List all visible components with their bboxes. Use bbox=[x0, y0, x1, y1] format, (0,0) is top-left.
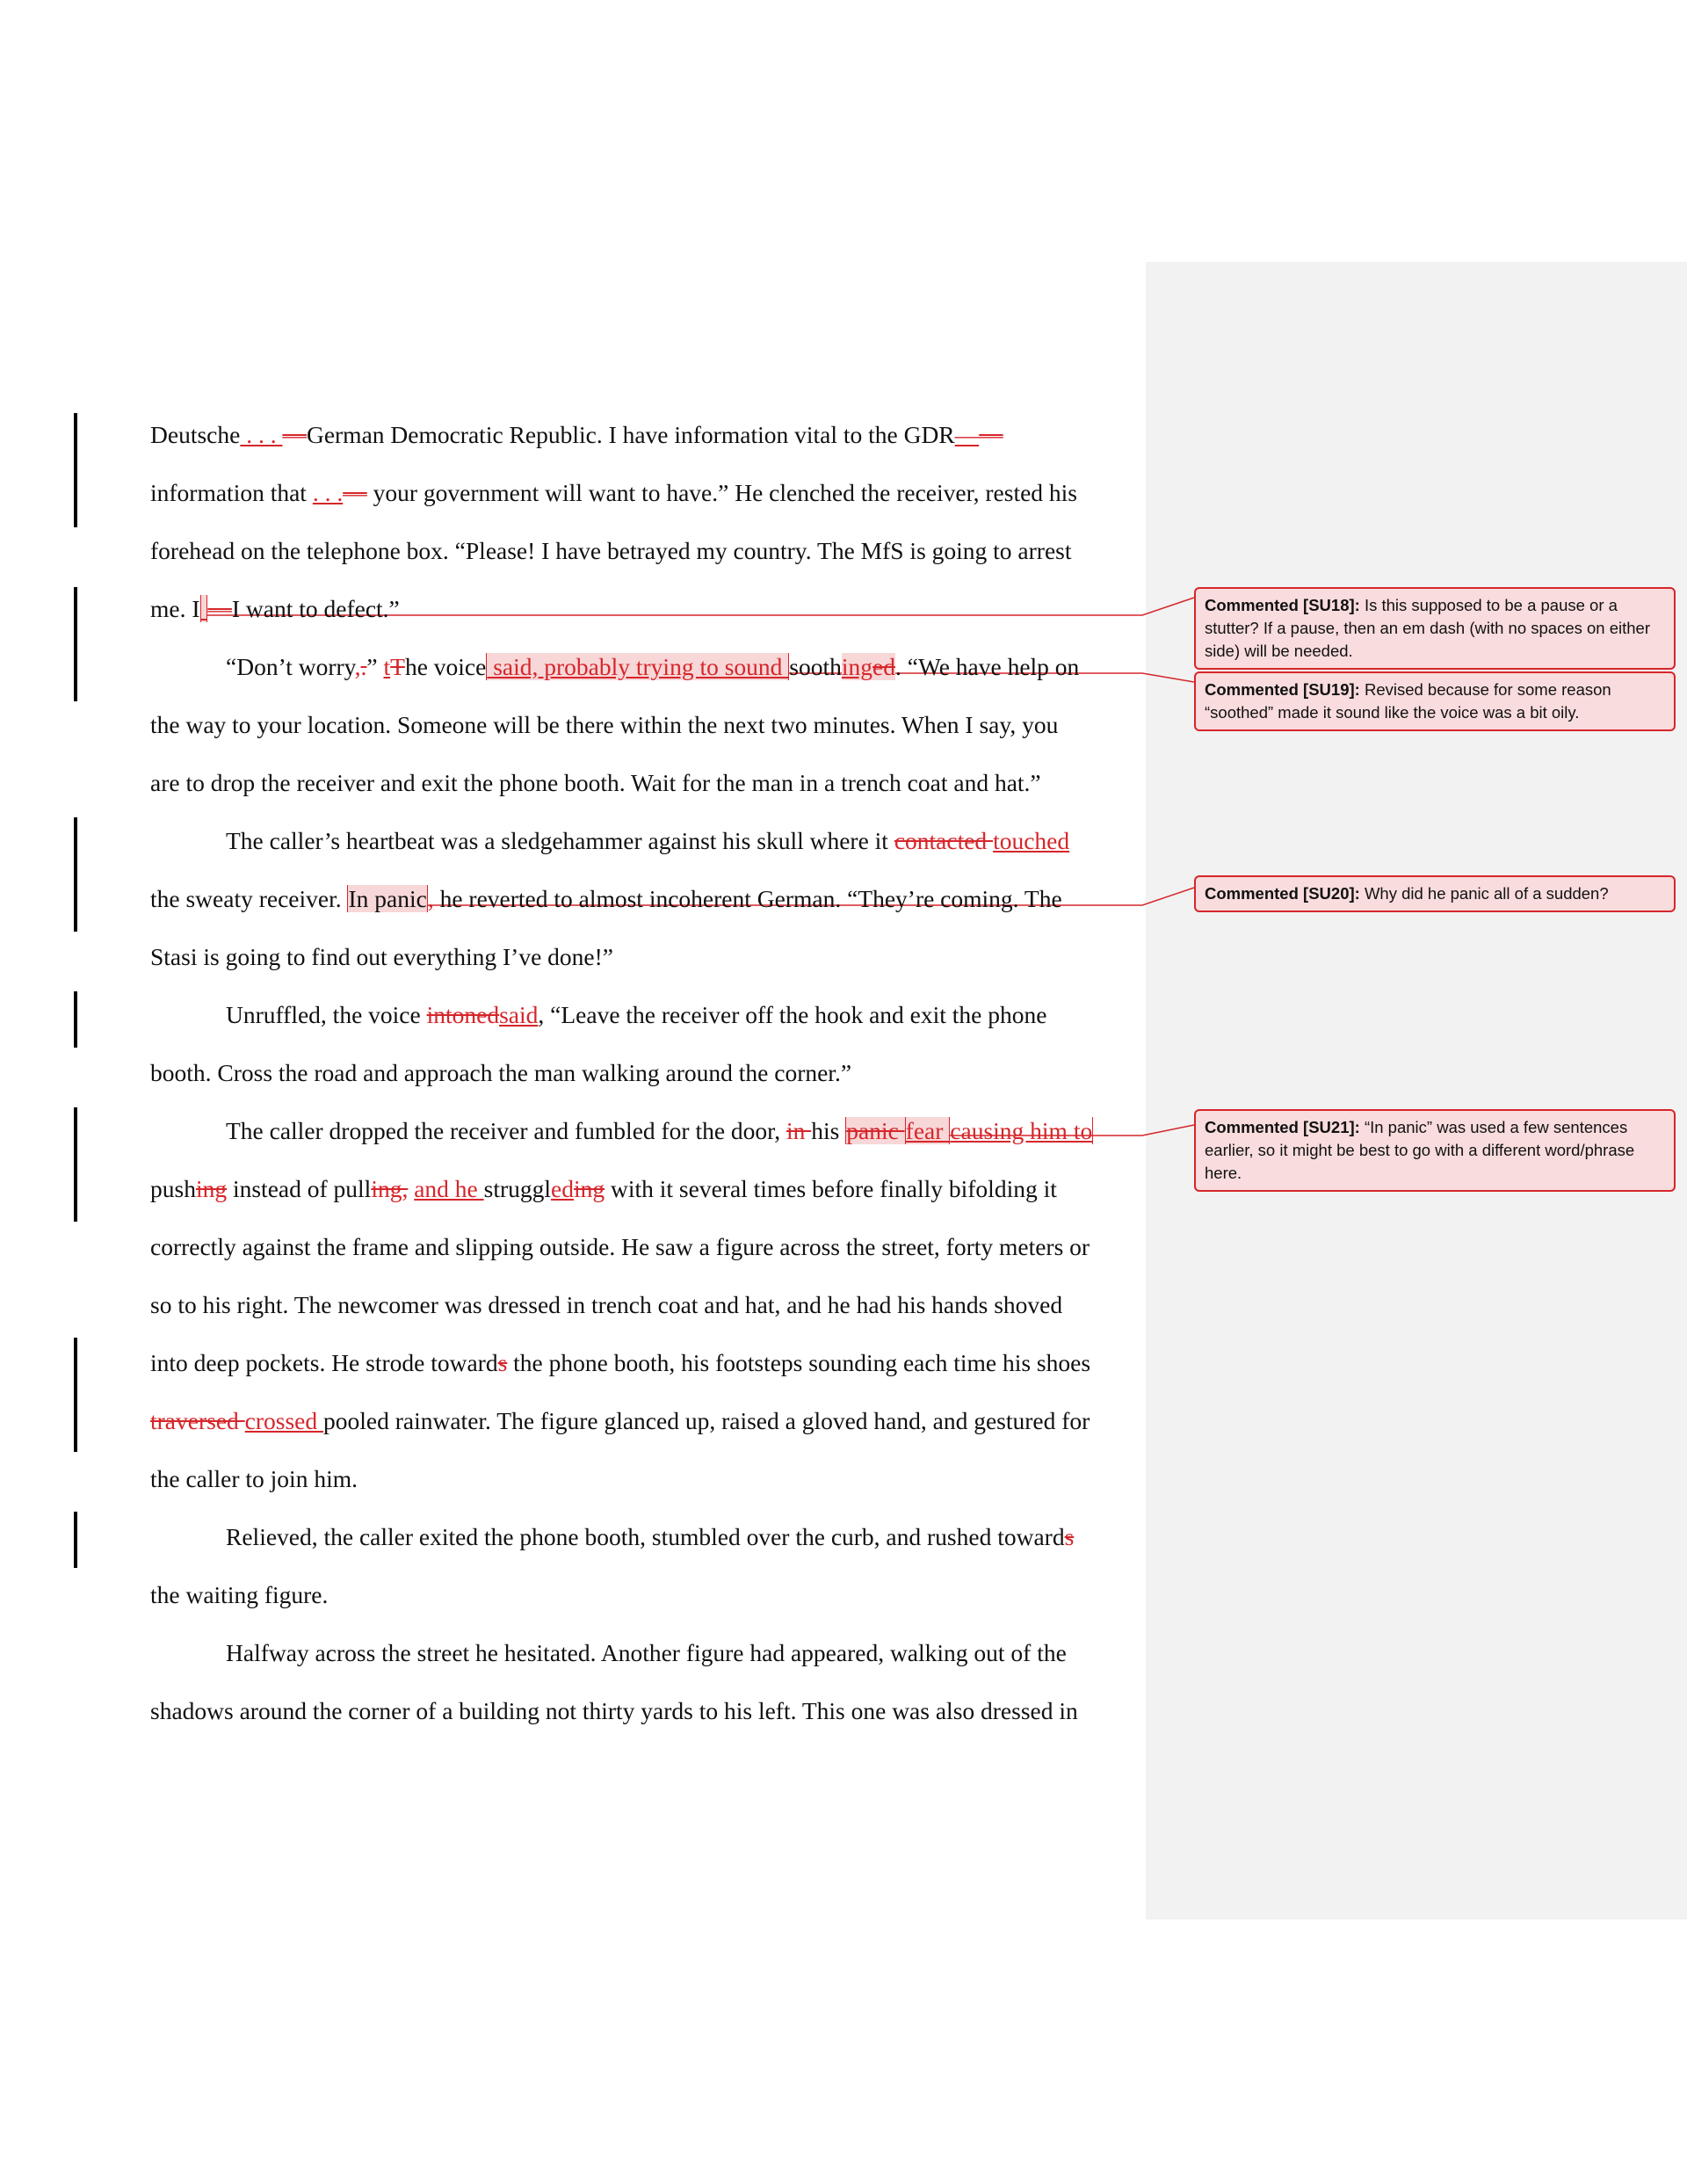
text-run: Unruffled, the voice bbox=[226, 1001, 427, 1028]
text-run: The caller’s heartbeat was a sledgehammer against his skull where it bbox=[226, 827, 894, 854]
inserted-text: said, probably trying to sound bbox=[487, 653, 789, 680]
text-run: his bbox=[811, 1117, 846, 1144]
text-run: correctly against the frame and slipping outside. He saw a figure across the street, forty meters or bbox=[150, 1233, 1090, 1260]
text-run: the caller to join him. bbox=[150, 1465, 358, 1492]
comment-su21[interactable] bbox=[1194, 1109, 1676, 1192]
text-line bbox=[150, 1624, 1134, 1682]
text-run: struggl bbox=[483, 1175, 552, 1202]
change-bar bbox=[74, 817, 77, 932]
deleted-text: ed bbox=[872, 653, 895, 680]
deleted-text: s bbox=[1064, 1523, 1075, 1550]
text-line bbox=[150, 406, 1134, 464]
text-run: “Don’t worry bbox=[226, 653, 355, 680]
commented-text: In panic bbox=[348, 885, 427, 912]
comment-text: Is this supposed to be a pause or a stutter? If a pause, then an em dash (with no spaces on either side) will be needed. bbox=[1205, 596, 1650, 660]
comment-author: Commented [SU20]: bbox=[1205, 884, 1360, 903]
change-bar bbox=[74, 1512, 77, 1568]
text-run: information that bbox=[150, 479, 313, 506]
text-line bbox=[150, 1334, 1134, 1392]
comment-su19[interactable] bbox=[1194, 671, 1676, 731]
change-bar bbox=[74, 991, 77, 1048]
comment-author: Commented [SU21]: bbox=[1205, 1118, 1360, 1136]
text-run: he reverted to almost incoherent German. “They’re coming. The bbox=[433, 885, 1062, 912]
change-bar bbox=[74, 413, 77, 527]
text-run: instead of pull bbox=[227, 1175, 372, 1202]
text-line bbox=[150, 1160, 1134, 1218]
text-line bbox=[150, 986, 1134, 1044]
text-run: ” bbox=[366, 653, 384, 680]
inserted-text: causing him to bbox=[950, 1117, 1093, 1144]
deleted-text: — bbox=[979, 421, 1003, 448]
text-line bbox=[150, 754, 1134, 812]
deleted-text: — bbox=[343, 479, 367, 506]
text-line bbox=[150, 1044, 1134, 1102]
text-run: Relieved, the caller exited the phone booth, stumbled over the curb, and rushed toward bbox=[226, 1523, 1065, 1550]
text-run: the phone booth, his footsteps sounding each time his shoes bbox=[507, 1349, 1091, 1376]
comment-text: Revised because for some reason “soothed” made it sound like the voice was a bit oily. bbox=[1205, 680, 1611, 722]
inserted-text: t bbox=[383, 653, 391, 680]
text-run: The caller dropped the receiver and fumbled for the door, bbox=[226, 1117, 786, 1144]
deleted-text: s bbox=[497, 1349, 508, 1376]
text-run: me. I bbox=[150, 595, 200, 622]
text-line bbox=[150, 580, 1134, 638]
change-bar bbox=[74, 587, 77, 701]
text-run: Deutsche bbox=[150, 421, 241, 448]
text-run: German Democratic Republic. I have information vital to the GDR bbox=[306, 421, 955, 448]
text-line bbox=[150, 928, 1134, 986]
text-line bbox=[150, 696, 1134, 754]
text-run: into deep pockets. He strode toward bbox=[150, 1349, 498, 1376]
text-line bbox=[150, 522, 1134, 580]
deleted-text: panic bbox=[846, 1117, 905, 1144]
text-run: pooled rainwater. The figure glanced up, raised a gloved hand, and gestured for bbox=[323, 1407, 1090, 1434]
text-line bbox=[150, 1450, 1134, 1508]
text-run: I want to defect.” bbox=[231, 595, 400, 622]
text-run: are to drop the receiver and exit the phone booth. Wait for the man in a trench coat and hat.” bbox=[150, 769, 1041, 796]
text-run: . “We have help on bbox=[895, 653, 1080, 680]
change-bar bbox=[74, 1338, 77, 1452]
deleted-text: traversed bbox=[150, 1407, 245, 1434]
inserted-text: crossed bbox=[244, 1407, 324, 1434]
inserted-text: ing bbox=[841, 653, 873, 680]
change-bar bbox=[74, 1107, 77, 1222]
text-run: the waiting figure. bbox=[150, 1581, 329, 1608]
text-run: the sweaty receiver. bbox=[150, 885, 348, 912]
text-line bbox=[150, 1218, 1134, 1276]
deleted-text: — bbox=[282, 421, 307, 448]
text-line bbox=[150, 870, 1134, 928]
comment-su18[interactable] bbox=[1194, 587, 1676, 670]
text-run: your government will want to have.” He clenched the receiver, rested his bbox=[366, 479, 1078, 506]
text-line bbox=[150, 638, 1134, 696]
text-run: push bbox=[150, 1175, 196, 1202]
inserted-text: . . . bbox=[240, 421, 283, 448]
inserted-text: touched bbox=[993, 827, 1070, 854]
comment-text: Why did he panic all of a sudden? bbox=[1359, 884, 1609, 903]
comment-text: “In panic” was used a few sentences earlier, so it might be best to go with a different word/phrase here. bbox=[1205, 1118, 1635, 1182]
text-run: , “Leave the receiver off the hook and exit the phone bbox=[538, 1001, 1047, 1028]
document-body[interactable] bbox=[150, 406, 1134, 1740]
inserted-text: ed bbox=[551, 1175, 574, 1202]
deleted-text: — bbox=[207, 595, 232, 622]
deleted-text: contacted bbox=[894, 827, 994, 854]
inserted-text: . . . bbox=[312, 479, 344, 506]
text-run: with it several times before finally bifolding it bbox=[605, 1175, 1057, 1202]
text-line bbox=[150, 1508, 1134, 1566]
text-run: Stasi is going to find out everything I’ve done!” bbox=[150, 943, 613, 970]
text-run: he voice bbox=[404, 653, 487, 680]
text-run: Halfway across the street he hesitated. Another figure had appeared, walking out of the bbox=[226, 1639, 1067, 1666]
deleted-text: ing bbox=[573, 1175, 605, 1202]
inserted-text: , bbox=[354, 653, 361, 680]
deleted-text: intoned bbox=[426, 1001, 500, 1028]
comment-su20[interactable] bbox=[1194, 875, 1676, 912]
text-line bbox=[150, 812, 1134, 870]
text-run: so to his right. The newcomer was dressed in trench coat and hat, and he had his hands shoved bbox=[150, 1291, 1063, 1318]
deleted-text: ing, bbox=[371, 1175, 409, 1202]
deleted-text: . bbox=[360, 653, 367, 680]
deleted-text: T bbox=[390, 653, 405, 680]
text-run: booth. Cross the road and approach the man walking around the corner.” bbox=[150, 1059, 852, 1086]
inserted-text: said bbox=[499, 1001, 539, 1028]
text-line bbox=[150, 1102, 1134, 1160]
text-line bbox=[150, 1276, 1134, 1334]
comment-margin-pane bbox=[1146, 262, 1687, 1919]
text-run: forehead on the telephone box. “Please! I have betrayed my country. The MfS is going to arrest bbox=[150, 537, 1072, 564]
inserted-text: — bbox=[954, 421, 980, 448]
text-line bbox=[150, 1392, 1134, 1450]
deleted-text: in bbox=[786, 1117, 812, 1144]
inserted-text: fear bbox=[905, 1117, 950, 1144]
text-line bbox=[150, 1566, 1134, 1624]
text-line bbox=[150, 1682, 1134, 1740]
inserted-text: and he bbox=[414, 1175, 484, 1202]
inserted-text: , bbox=[427, 885, 434, 912]
comment-author: Commented [SU19]: bbox=[1205, 680, 1360, 699]
comment-author: Commented [SU18]: bbox=[1205, 596, 1360, 614]
text-run: shadows around the corner of a building not thirty yards to his left. This one was also dressed in bbox=[150, 1697, 1078, 1724]
text-line bbox=[150, 464, 1134, 522]
text-run: sooth bbox=[789, 653, 842, 680]
deleted-text: ing bbox=[195, 1175, 228, 1202]
text-run: the way to your location. Someone will be there within the next two minutes. When I say, you bbox=[150, 711, 1059, 738]
